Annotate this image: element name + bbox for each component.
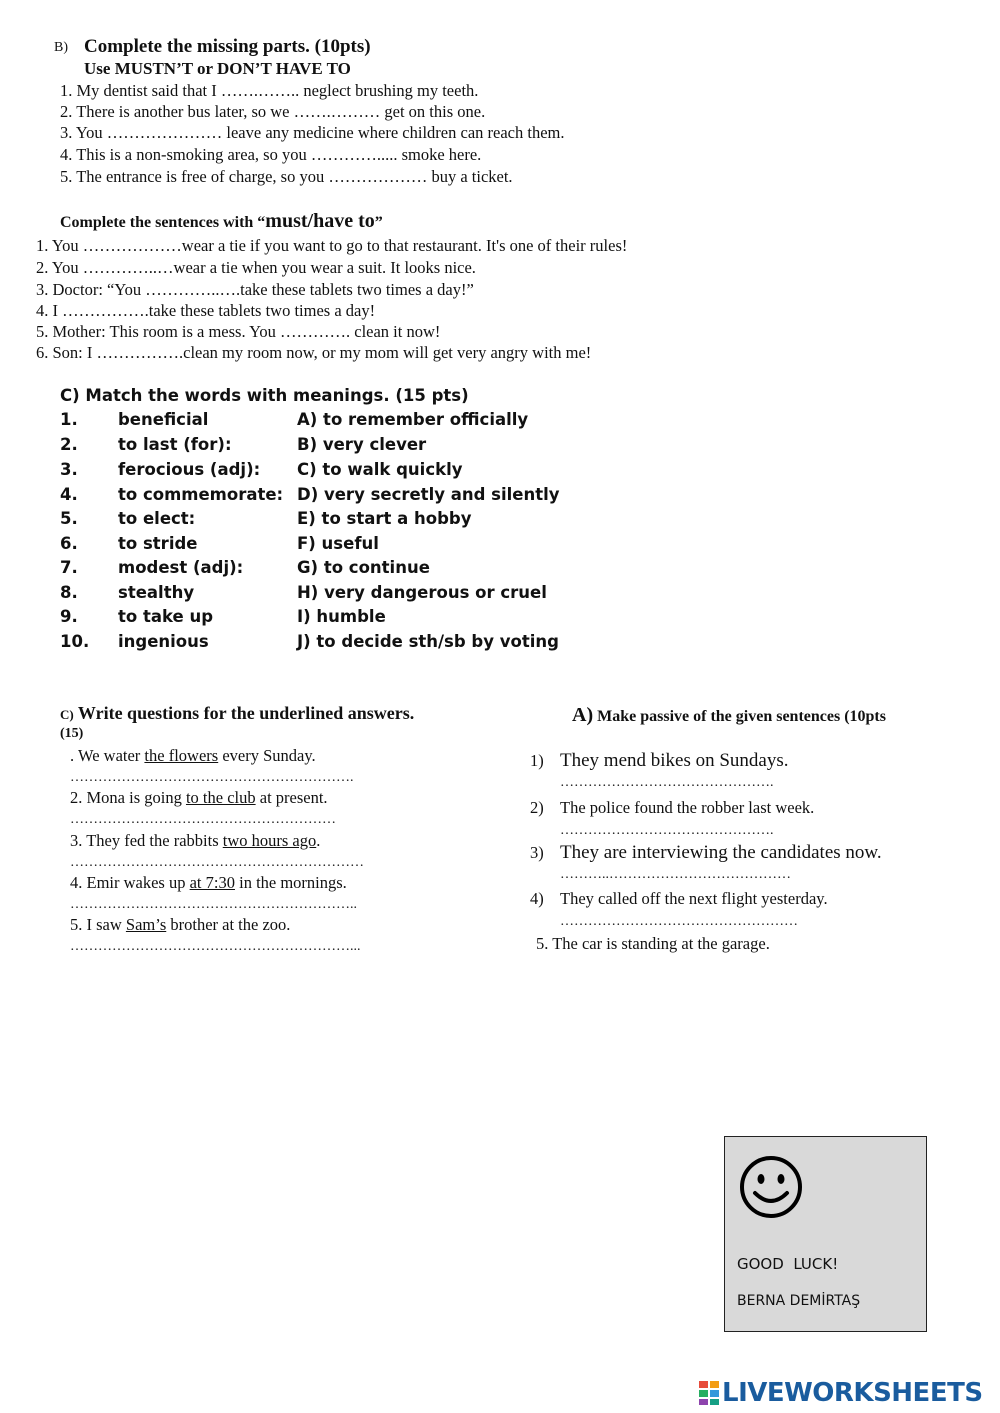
- section-b-item: 2. There is another bus later, so we …….……… get on this one.: [60, 102, 486, 121]
- match-number: 1.: [60, 410, 78, 429]
- section-b-title: Complete the missing parts. (10pts): [84, 36, 371, 57]
- match-meaning: D) very secretly and silently: [297, 485, 560, 504]
- good-luck-box: [724, 1136, 927, 1332]
- match-word: to last (for):: [118, 435, 232, 454]
- section-b-item: 3. You ………………… leave any medicine where children can reach them.: [60, 123, 565, 142]
- must-have-to-title-suffix: ”: [374, 214, 383, 231]
- question-text: 3. They fed the rabbits: [70, 831, 223, 850]
- must-have-to-item: 5. Mother: This room is a mess. You …………. clean it now!: [36, 322, 441, 341]
- must-have-to-title: [60, 210, 383, 233]
- match-meaning: H) very dangerous or cruel: [297, 583, 547, 602]
- match-word: to commemorate:: [118, 485, 284, 504]
- passive-letter: A): [572, 704, 594, 726]
- match-number: 6.: [60, 534, 78, 553]
- section-b-subtitle: Use MUSTN’T or DON’T HAVE TO: [84, 59, 351, 78]
- match-meaning: E) to start a hobby: [297, 509, 472, 528]
- questions-title-text: Write questions for the underlined answers: [77, 703, 410, 723]
- question-item: [70, 915, 290, 935]
- question-item: [70, 746, 316, 766]
- question-item: [70, 831, 320, 851]
- answer-line[interactable]: ……………………………………………………..: [70, 897, 357, 912]
- match-meaning: I) humble: [297, 607, 386, 626]
- liveworksheets-logo-text: LIVEWORKSHEETS: [722, 1378, 983, 1408]
- passive-title: [572, 704, 886, 727]
- liveworksheets-logo-icon: [698, 1380, 720, 1406]
- question-text: .: [316, 831, 321, 850]
- underlined-answer: to the club: [185, 788, 256, 807]
- passive-number: 3): [530, 843, 544, 862]
- question-text: at present.: [255, 788, 328, 807]
- smiley-face-icon: [739, 1155, 803, 1219]
- passive-item-5: 5. The car is standing at the garage.: [536, 934, 770, 953]
- passive-number: 1): [530, 751, 544, 770]
- must-have-to-title-prefix: Complete the sentences with “: [60, 214, 266, 231]
- match-word: ferocious (adj):: [118, 460, 261, 479]
- author-name: BERNA DEMİRTAŞ: [737, 1293, 861, 1309]
- questions-title-end: .: [409, 703, 415, 723]
- passive-sentence: The police found the robber last week.: [560, 798, 815, 817]
- match-word: to elect:: [118, 509, 196, 528]
- section-b-item: 4. This is a non-smoking area, so you …………..... smoke here.: [60, 145, 482, 164]
- section-b-letter: B): [54, 40, 68, 55]
- answer-line[interactable]: ………………………………………………………: [70, 855, 364, 870]
- match-word: ingenious: [118, 632, 209, 651]
- must-have-to-title-keyword: must/have to: [265, 210, 375, 232]
- match-word: to stride: [118, 534, 198, 553]
- match-number: 10.: [60, 632, 90, 651]
- underlined-answer: at 7:30: [189, 873, 235, 892]
- section-b-item: 1. My dentist said that I …….…….. neglect brushing my teeth.: [60, 81, 479, 100]
- liveworksheets-logo[interactable]: [698, 1376, 983, 1410]
- passive-sentence: They are interviewing the candidates now.: [560, 842, 882, 863]
- section-b-item: 5. The entrance is free of charge, so you ……………… buy a ticket.: [60, 167, 513, 186]
- match-meaning: G) to continue: [297, 558, 430, 577]
- answer-line[interactable]: ……………………………………………………...: [70, 939, 361, 954]
- question-text: every Sunday.: [218, 746, 316, 765]
- answer-line[interactable]: …………………………………………………….: [70, 770, 354, 785]
- match-title: C) Match the words with meanings. (15 pts): [60, 386, 469, 405]
- question-item: [70, 788, 328, 808]
- match-word: beneficial: [118, 410, 209, 429]
- match-number: 9.: [60, 607, 78, 626]
- questions-title: [60, 703, 414, 724]
- passive-title-text: Make passive of the given sentences (10pts: [597, 708, 886, 725]
- match-meaning: F) useful: [297, 534, 379, 553]
- match-meaning: J) to decide sth/sb by voting: [297, 632, 559, 651]
- answer-line[interactable]: ……………………………………………: [560, 914, 798, 929]
- match-meaning: C) to walk quickly: [297, 460, 463, 479]
- question-text: 2. Mona is going: [70, 788, 186, 807]
- must-have-to-item: 3. Doctor: “You …………..….take these tablets two times a day!”: [36, 280, 474, 299]
- underlined-answer: two hours ago: [222, 831, 317, 850]
- passive-sentence: They called off the next flight yesterday.: [560, 889, 828, 908]
- question-text: . We water: [70, 746, 145, 765]
- passive-number: 4): [530, 889, 544, 908]
- answer-line[interactable]: ……………………………………….: [560, 823, 774, 838]
- match-meaning: A) to remember officially: [297, 410, 529, 429]
- match-number: 2.: [60, 435, 78, 454]
- match-number: 7.: [60, 558, 78, 577]
- questions-points: (15): [60, 726, 84, 741]
- passive-sentence: They mend bikes on Sundays.: [560, 750, 789, 771]
- good-luck-message: GOOD LUCK!: [737, 1255, 839, 1273]
- match-meaning: B) very clever: [297, 435, 427, 454]
- question-text: brother at the zoo.: [166, 915, 291, 934]
- match-word: stealthy: [118, 583, 195, 602]
- match-number: 3.: [60, 460, 78, 479]
- must-have-to-item: 2. You …………..…wear a tie when you wear a suit. It looks nice.: [36, 258, 476, 277]
- answer-line[interactable]: ………..…………………………………: [560, 867, 791, 882]
- underlined-answer: Sam’s: [125, 915, 167, 934]
- match-number: 5.: [60, 509, 78, 528]
- question-text: 5. I saw: [70, 915, 126, 934]
- must-have-to-item: 4. I …………….take these tablets two times a day!: [36, 301, 376, 320]
- question-text: in the mornings.: [234, 873, 347, 892]
- answer-line[interactable]: ……………………………………….: [560, 775, 774, 790]
- answer-line[interactable]: …………………………………………………: [70, 812, 336, 827]
- match-word: modest (adj):: [118, 558, 244, 577]
- match-word: to take up: [118, 607, 214, 626]
- questions-letter: C): [60, 707, 74, 722]
- question-text: 4. Emir wakes up: [70, 873, 190, 892]
- match-number: 4.: [60, 485, 78, 504]
- must-have-to-item: 6. Son: I …………….clean my room now, or my mom will get very angry with me!: [36, 343, 592, 362]
- must-have-to-item: 1. You ………………wear a tie if you want to go to that restaurant. It's one of their rules!: [36, 236, 628, 255]
- match-number: 8.: [60, 583, 78, 602]
- passive-number: 2): [530, 798, 544, 817]
- question-item: [70, 873, 347, 893]
- underlined-answer: the flowers: [144, 746, 219, 765]
